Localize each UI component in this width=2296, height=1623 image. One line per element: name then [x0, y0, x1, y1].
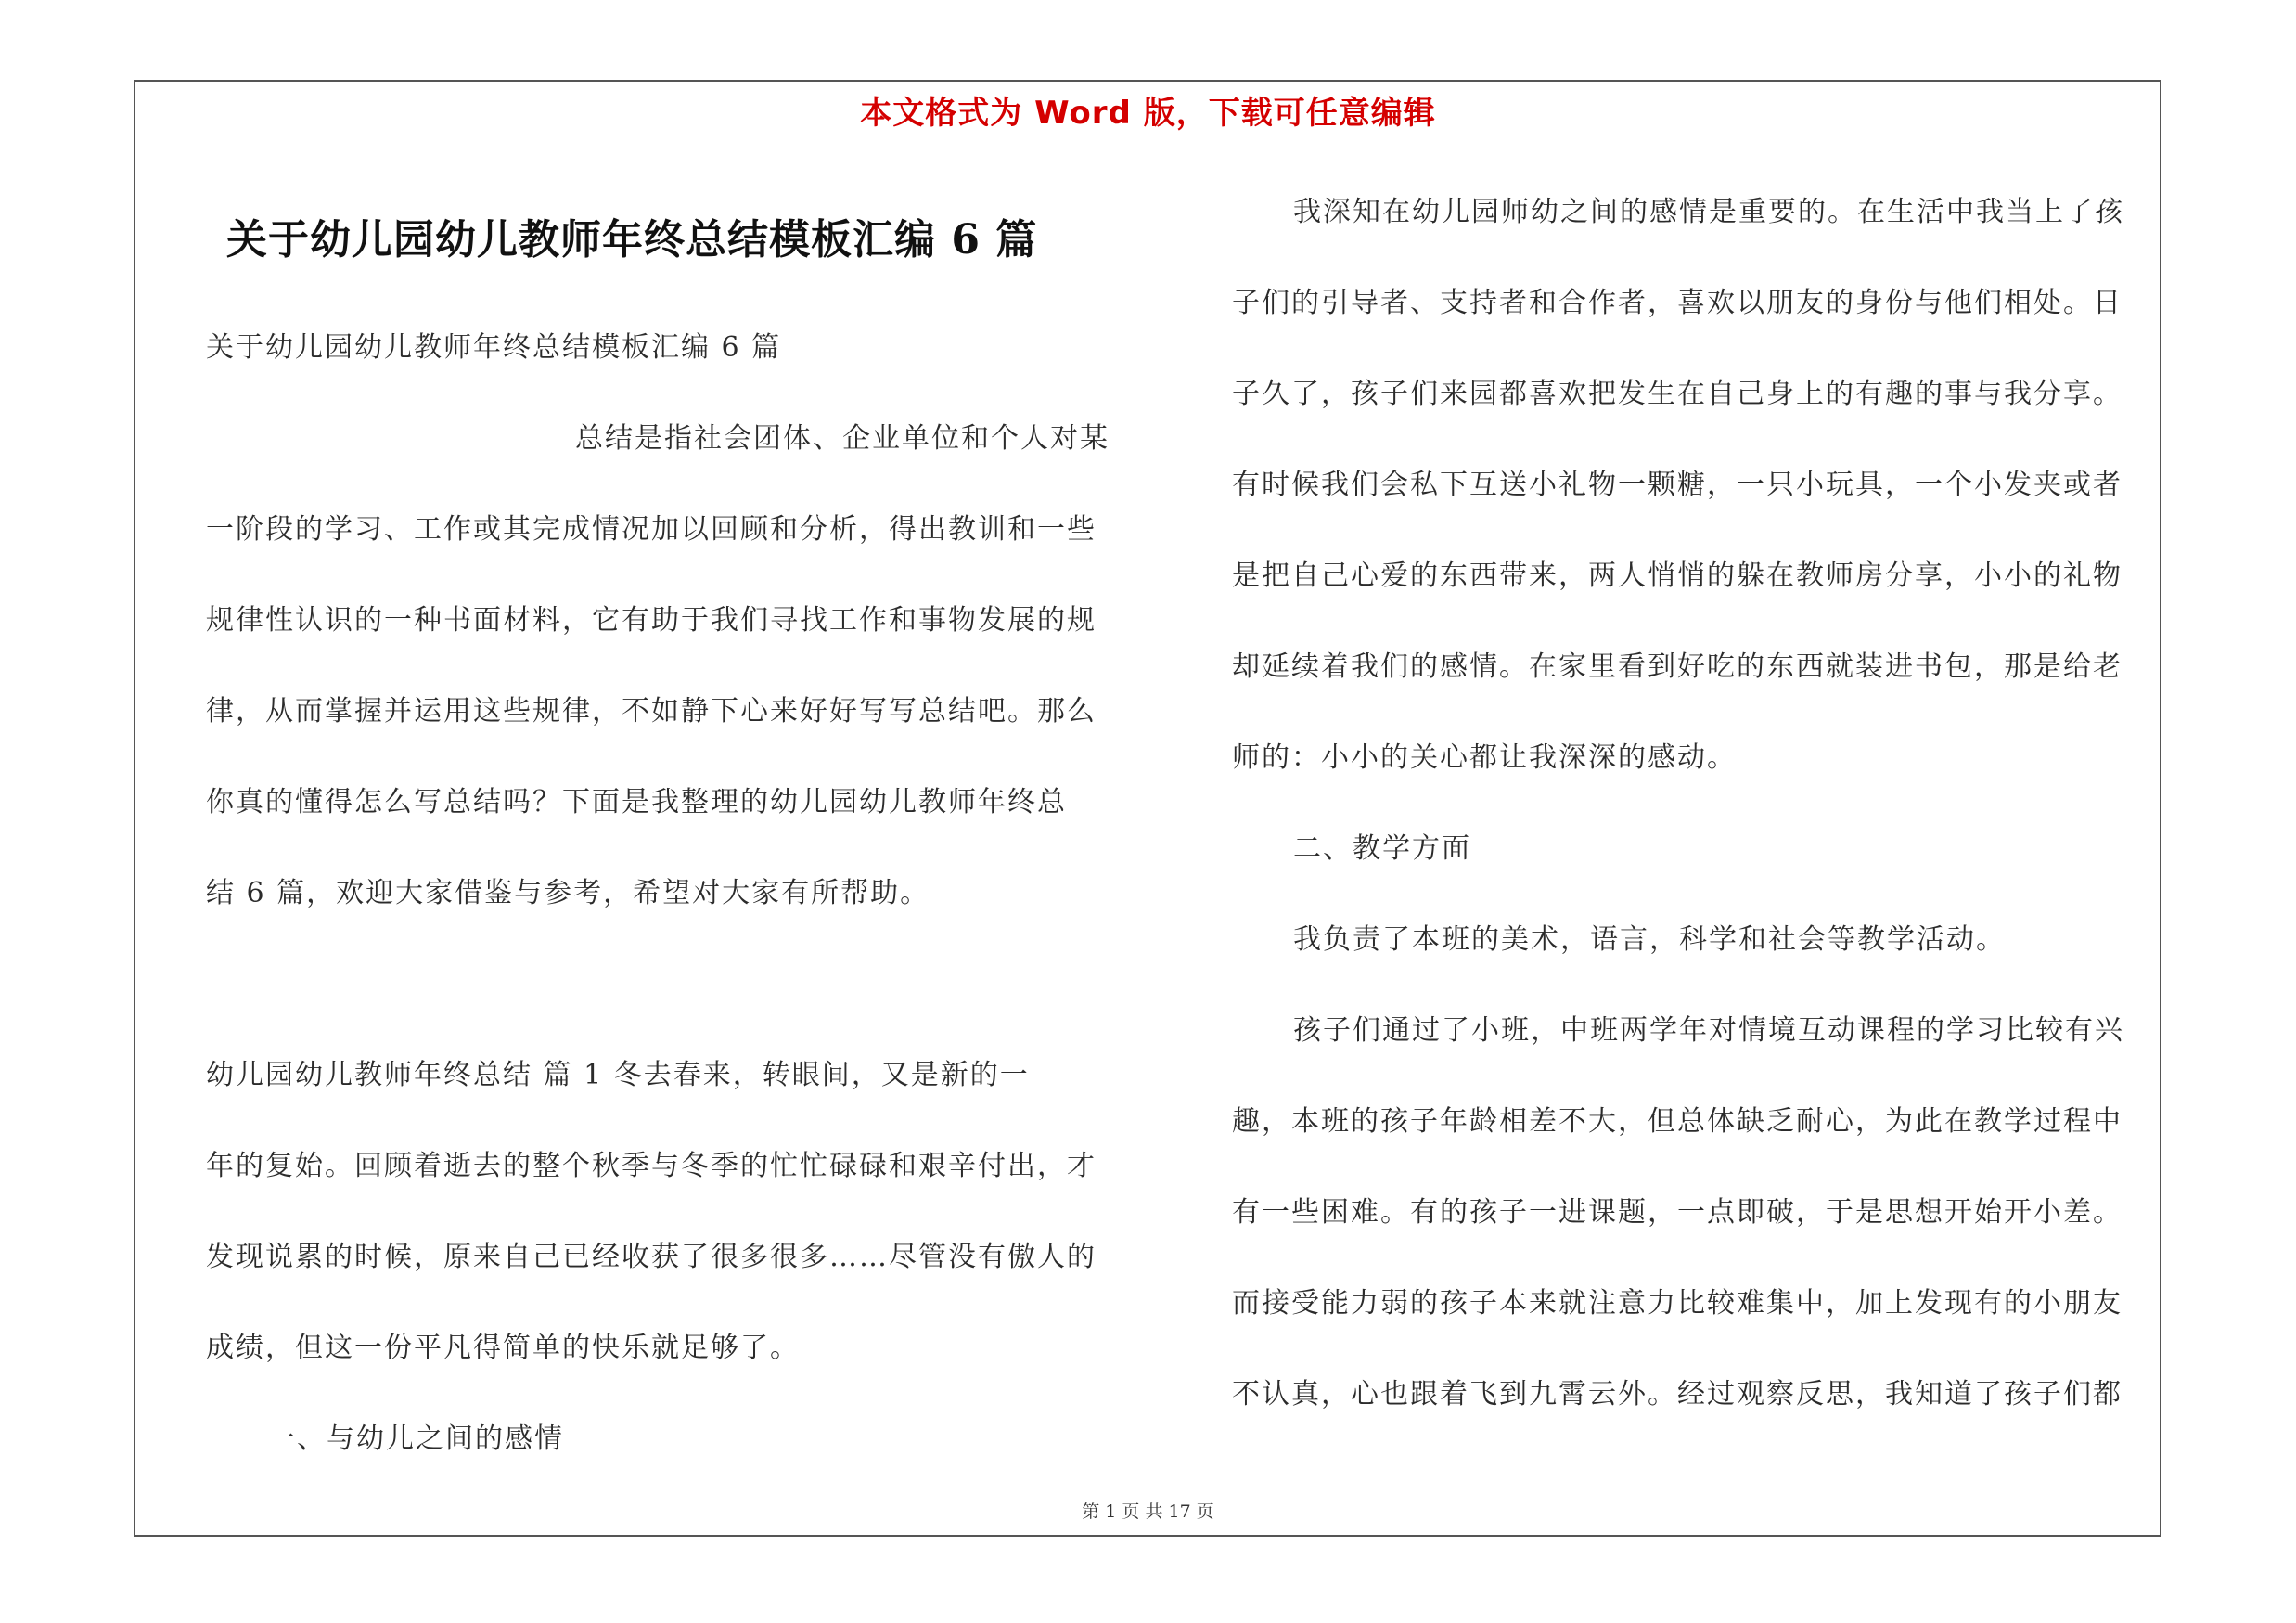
page-number-footer: 第 1 页 共 17 页	[1082, 1501, 1214, 1522]
text-line: 幼儿园幼儿教师年终总结 篇 1 冬去春来，转眼间，又是新的一	[206, 1059, 1030, 1091]
text-line: 总结是指社会团体、企业单位和个人对某	[575, 422, 1110, 455]
text-line: 我负责了本班的美术，语言，科学和社会等教学活动。	[1293, 923, 2006, 956]
text-line: 我深知在幼儿园师幼之间的感情是重要的。在生活中我当上了孩	[1293, 196, 2124, 228]
text-line: 你真的懂得怎么写总结吗？下面是我整理的幼儿园幼儿教师年终总	[206, 786, 1067, 818]
text-line: 规律性认识的一种书面材料，它有助于我们寻找工作和事物发展的规	[206, 604, 1097, 637]
text-line: 孩子们通过了小班，中班两学年对情境互动课程的学习比较有兴	[1293, 1014, 2124, 1047]
text-line: 成绩，但这一份平凡得简单的快乐就足够了。	[206, 1332, 800, 1364]
text-line: 子们的引导者、支持者和合作者，喜欢以朋友的身份与他们相处。日	[1232, 287, 2123, 319]
text-line: 发现说累的时候，原来自己已经收获了很多很多……尽管没有傲人的	[206, 1241, 1097, 1273]
text-line: 有时候我们会私下互送小礼物一颗糖，一只小玩具，一个小发夹或者	[1232, 469, 2123, 501]
text-line: 有一些困难。有的孩子一进课题，一点即破，于是思想开始开小差。	[1232, 1196, 2123, 1229]
text-line: 律，从而掌握并运用这些规律，不如静下心来好好写写总结吧。那么	[206, 695, 1097, 728]
text-line: 是把自己心爱的东西带来，两人悄悄的躲在教师房分享，小小的礼物	[1232, 560, 2123, 592]
section-heading: 二、教学方面	[1293, 832, 1471, 865]
text-line: 师的：小小的关心都让我深深的感动。	[1232, 741, 1737, 774]
text-line: 年的复始。回顾着逝去的整个秋季与冬季的忙忙碌碌和艰辛付出，才	[206, 1150, 1097, 1182]
text-line: 不认真，心也跟着飞到九霄云外。经过观察反思，我知道了孩子们都	[1232, 1378, 2123, 1410]
text-line: 结 6 篇，欢迎大家借鉴与参考，希望对大家有所帮助。	[206, 877, 930, 909]
document-title: 关于幼儿园幼儿教师年终总结模板汇编 6 篇	[226, 216, 1038, 264]
section-heading: 一、与幼儿之间的感情	[267, 1423, 564, 1455]
text-line: 子久了，孩子们来园都喜欢把发生在自己身上的有趣的事与我分享。	[1232, 378, 2123, 410]
text-line: 趣，本班的孩子年龄相差不大，但总体缺乏耐心，为此在教学过程中	[1232, 1105, 2123, 1138]
text-line: 一阶段的学习、工作或其完成情况加以回顾和分析，得出教训和一些	[206, 513, 1097, 546]
text-line: 关于幼儿园幼儿教师年终总结模板汇编 6 篇	[206, 331, 782, 364]
text-line: 却延续着我们的感情。在家里看到好吃的东西就装进书包，那是给老	[1232, 650, 2123, 683]
text-line: 而接受能力弱的孩子本来就注意力比较难集中，加上发现有的小朋友	[1232, 1287, 2123, 1320]
format-banner: 本文格式为 Word 版，下载可任意编辑	[860, 95, 1436, 132]
